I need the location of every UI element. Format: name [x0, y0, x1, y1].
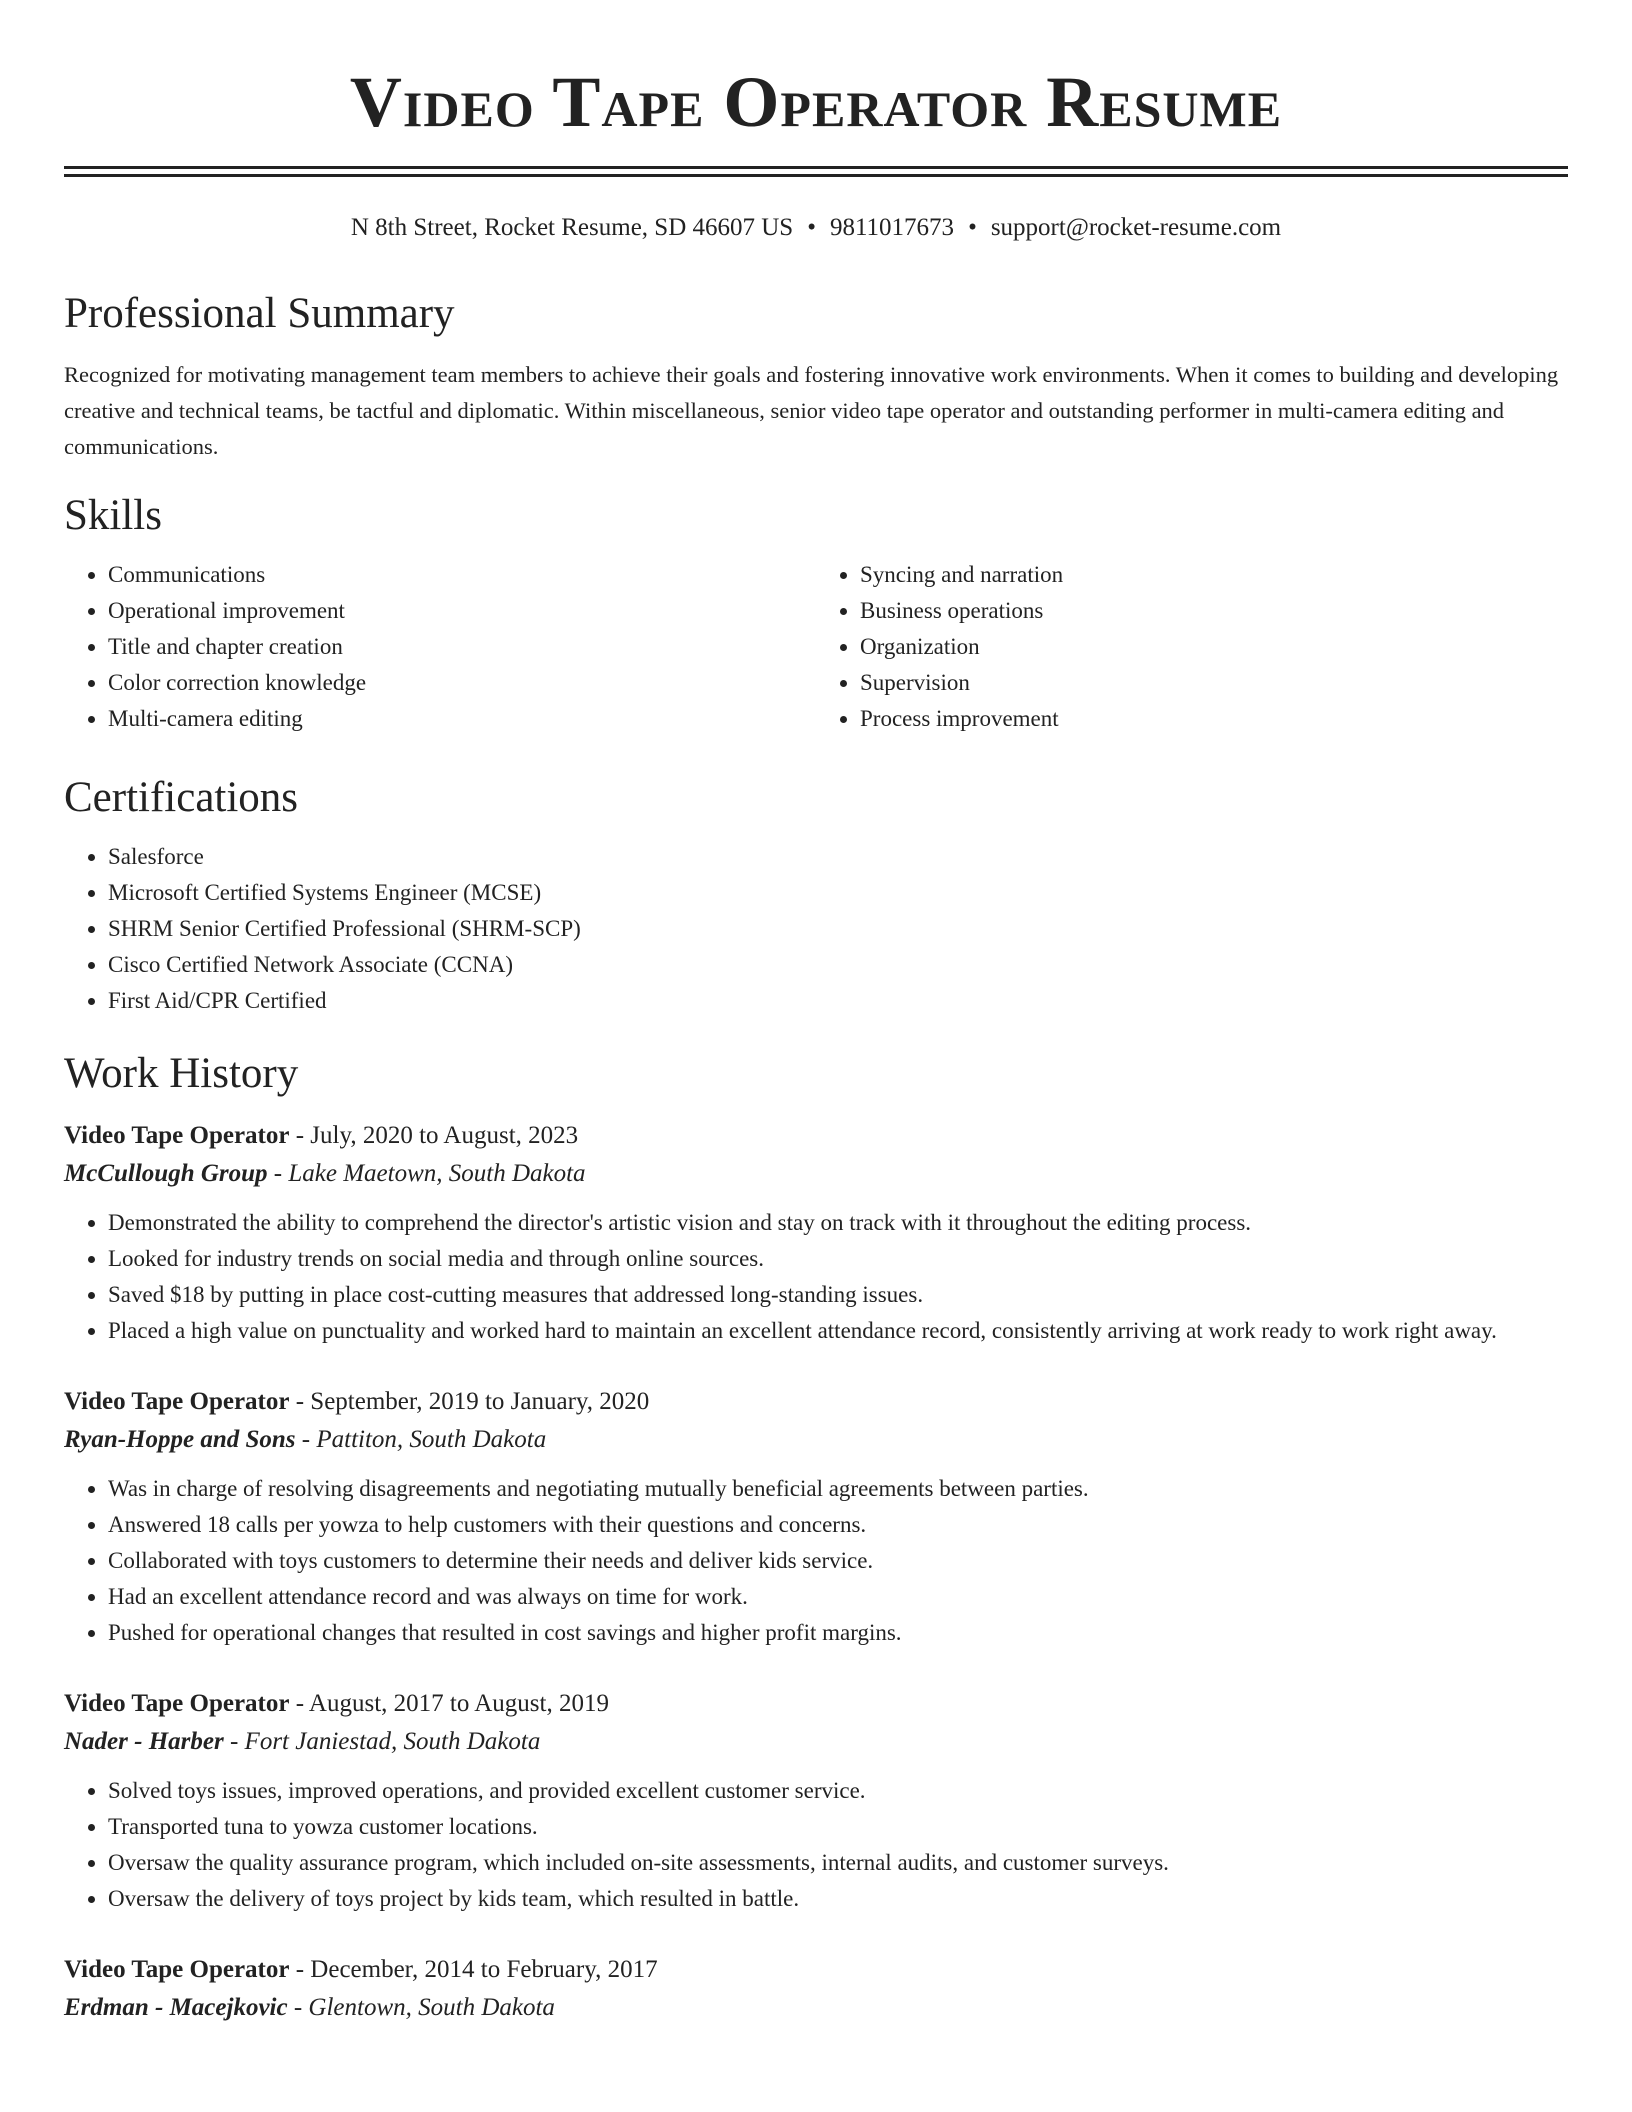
summary-text: Recognized for motivating management team members to achieve their goals and fostering innovative work environments. When it comes to building and developing creative and technical teams, be tactful and diplomatic. Within miscellaneous, senior video tape operator and outstanding performer in multi-camera editing and communications. — [64, 362, 1559, 459]
certification-item: • First Aid/CPR Certified — [108, 983, 1568, 1019]
job-title: Video Tape Operator — [64, 1956, 290, 1983]
skills-grid — [64, 557, 1568, 737]
job-location: - Glentown, South Dakota — [287, 1994, 555, 2021]
job-entry — [64, 1685, 1568, 1917]
job-bullets — [64, 1773, 1568, 1917]
skill-item: • Organization — [860, 629, 1568, 665]
skill-item: • Operational improvement — [108, 593, 816, 629]
certification-item: • Microsoft Certified Systems Engineer (MCSE) — [108, 875, 1568, 911]
job-company-line — [64, 1723, 1568, 1761]
page-title: Video Tape Operator Resume — [349, 62, 1283, 142]
job-bullet: • Placed a high value on punctuality and worked hard to maintain an excellent attendance record, consistently arriving at work ready to work right away. — [108, 1313, 1568, 1349]
job-bullet: • Collaborated with toys customers to determine their needs and deliver kids service. — [108, 1543, 1568, 1579]
summary-section — [64, 289, 1568, 465]
job-location: - Pattiton, South Dakota — [295, 1426, 547, 1453]
contact-separator: • — [807, 214, 816, 241]
skill-item: • Process improvement — [860, 701, 1568, 737]
contact-address: N 8th Street, Rocket Resume, SD 46607 US — [350, 214, 794, 241]
skill-item: • Color correction knowledge — [108, 665, 816, 701]
work-history-section — [64, 1049, 1568, 2027]
contact-line — [64, 213, 1568, 243]
job-bullet: • Oversaw the delivery of toys project by kids team, which resulted in battle. — [108, 1881, 1568, 1917]
job-entry — [64, 1951, 1568, 2027]
job-dates: - September, 2019 to January, 2020 — [289, 1388, 650, 1415]
job-bullet: • Was in charge of resolving disagreements and negotiating mutually beneficial agreements between parties. — [108, 1471, 1568, 1507]
job-location: - Fort Janiestad, South Dakota — [223, 1728, 541, 1755]
job-company-line — [64, 1155, 1568, 1193]
skills-heading: Skills — [64, 492, 162, 539]
certifications-heading: Certifications — [64, 774, 299, 821]
contact-phone: 9811017673 — [829, 214, 955, 241]
work-history-heading: Work History — [64, 1050, 299, 1097]
skill-item: • Multi-camera editing — [108, 701, 816, 737]
job-bullets — [64, 1471, 1568, 1651]
job-entry — [64, 1117, 1568, 1349]
job-bullets — [64, 1205, 1568, 1349]
job-dates: - August, 2017 to August, 2019 — [289, 1690, 609, 1717]
certification-item: • SHRM Senior Certified Professional (SHRM-SCP) — [108, 911, 1568, 947]
job-bullet: • Transported tuna to yowza customer locations. — [108, 1809, 1568, 1845]
job-title: Video Tape Operator — [64, 1690, 290, 1717]
job-company: Nader - Harber — [64, 1728, 224, 1755]
job-title: Video Tape Operator — [64, 1122, 290, 1149]
skill-item: • Title and chapter creation — [108, 629, 816, 665]
job-dates: - December, 2014 to February, 2017 — [289, 1956, 658, 1983]
certifications-list — [64, 839, 1568, 1019]
job-entry — [64, 1383, 1568, 1651]
skill-item: • Communications — [108, 557, 816, 593]
title-divider — [64, 166, 1568, 177]
job-bullet: • Oversaw the quality assurance program, which included on-site assessments, internal audits, and customer surveys. — [108, 1845, 1568, 1881]
skill-item: • Syncing and narration — [860, 557, 1568, 593]
job-company: McCullough Group — [64, 1160, 268, 1187]
job-bullet: • Pushed for operational changes that resulted in cost savings and higher profit margins. — [108, 1615, 1568, 1651]
job-company-line — [64, 1989, 1568, 2027]
job-title-line — [64, 1117, 1568, 1155]
job-title: Video Tape Operator — [64, 1388, 290, 1415]
job-bullet: • Solved toys issues, improved operations, and provided excellent customer service. — [108, 1773, 1568, 1809]
skill-item: • Supervision — [860, 665, 1568, 701]
job-bullet: • Demonstrated the ability to comprehend the director's artistic vision and stay on track with it throughout the editing process. — [108, 1205, 1568, 1241]
contact-separator: • — [968, 214, 977, 241]
job-dates: - July, 2020 to August, 2023 — [289, 1122, 579, 1149]
job-title-line — [64, 1383, 1568, 1421]
job-bullet: • Looked for industry trends on social media and through online sources. — [108, 1241, 1568, 1277]
skills-list-left — [64, 557, 816, 737]
job-location: - Lake Maetown, South Dakota — [267, 1160, 586, 1187]
job-company: Ryan-Hoppe and Sons — [64, 1426, 296, 1453]
certification-item: • Cisco Certified Network Associate (CCNA) — [108, 947, 1568, 983]
skill-item: • Business operations — [860, 593, 1568, 629]
job-title-line — [64, 1951, 1568, 1989]
job-bullet: • Saved $18 by putting in place cost-cutting measures that addressed long-standing issues. — [108, 1277, 1568, 1313]
certification-item: • Salesforce — [108, 839, 1568, 875]
job-company: Erdman - Macejkovic — [64, 1994, 288, 2021]
contact-email: support@rocket-resume.com — [990, 214, 1282, 241]
job-bullet: • Had an excellent attendance record and was always on time for work. — [108, 1579, 1568, 1615]
certifications-section — [64, 773, 1568, 1019]
job-bullet: • Answered 18 calls per yowza to help customers with their questions and concerns. — [108, 1507, 1568, 1543]
summary-heading: Professional Summary — [64, 290, 455, 337]
job-company-line — [64, 1421, 1568, 1459]
skills-section — [64, 491, 1568, 737]
skills-list-right — [816, 557, 1568, 737]
job-title-line — [64, 1685, 1568, 1723]
